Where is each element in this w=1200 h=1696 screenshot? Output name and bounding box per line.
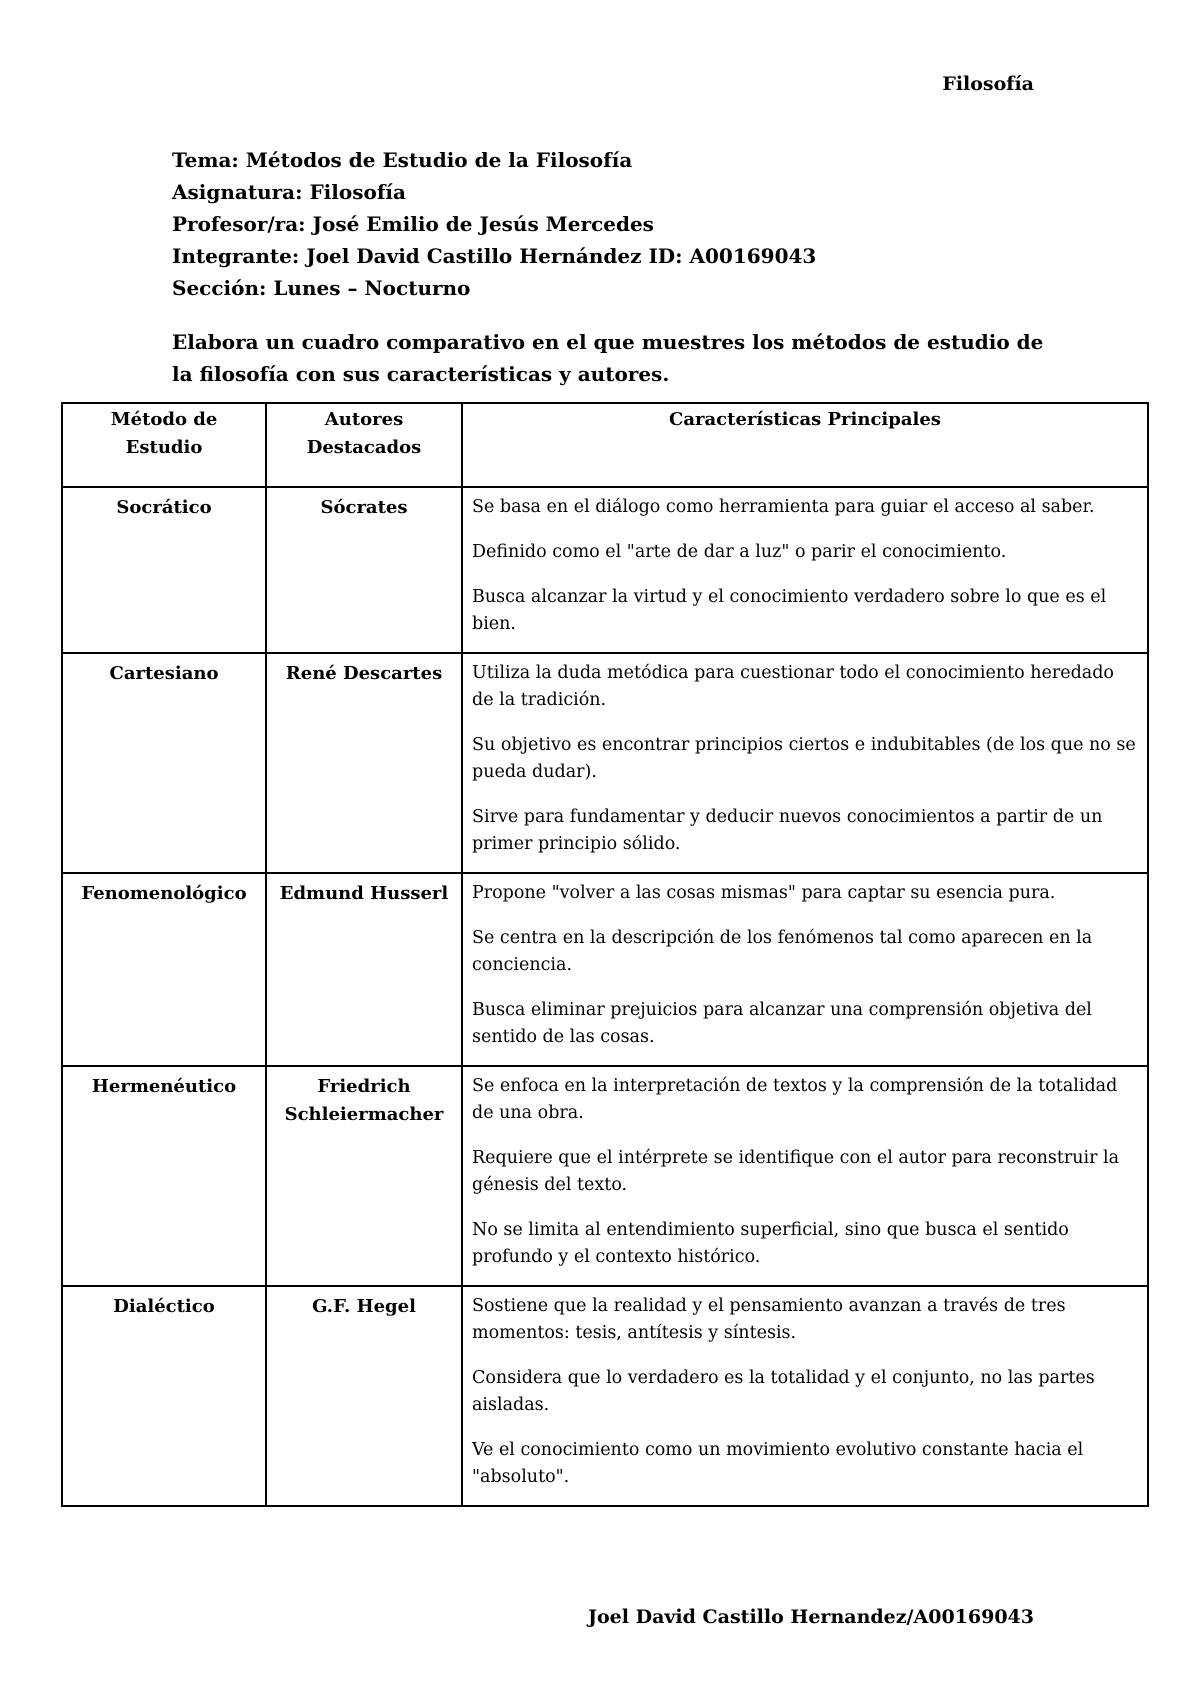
author-cell: René Descartes: [266, 653, 462, 873]
author-cell: G.F. Hegel: [266, 1286, 462, 1506]
method-cell: Hermenéutico: [62, 1066, 266, 1286]
characteristic-item: Sirve para fundamentar y deducir nuevos conocimientos a partir de un primer principio sólido.: [472, 807, 1103, 854]
author-cell: Sócrates: [266, 487, 462, 653]
characteristic-item: Busca eliminar prejuicios para alcanzar una comprensión objetiva del sentido de las cosas.: [472, 1000, 1092, 1047]
footer-name: Joel David Castillo Hernandez/A00169043: [588, 1606, 1034, 1628]
characteristics-cell: [462, 873, 1148, 1066]
header-characteristics: Características Principales: [462, 403, 1148, 487]
characteristic-item: Se basa en el diálogo como herramienta para guiar el acceso al saber.: [472, 497, 1095, 517]
header-method: Método de Estudio: [62, 403, 266, 487]
info-block: [172, 144, 816, 304]
asignatura-line: Asignatura: Filosofía: [172, 180, 406, 204]
characteristic-item: Sostiene que la realidad y el pensamiento avanzan a través de tres momentos: tesis, antítesis y síntesis.: [472, 1296, 1066, 1343]
author-cell: Edmund Husserl: [266, 873, 462, 1066]
characteristics-cell: [462, 653, 1148, 873]
table-header-row: [62, 403, 1148, 487]
profesor-line: Profesor/ra: José Emilio de Jesús Mercedes: [172, 212, 654, 236]
method-cell: Socrático: [62, 487, 266, 653]
characteristic-item: Requiere que el intérprete se identifique con el autor para reconstruir la génesis del texto.: [472, 1148, 1120, 1195]
seccion-line: Sección: Lunes – Nocturno: [172, 276, 471, 300]
characteristic-item: Utiliza la duda metódica para cuestionar todo el conocimiento heredado de la tradición.: [472, 663, 1114, 710]
characteristic-item: Busca alcanzar la virtud y el conocimiento verdadero sobre lo que es el bien.: [472, 587, 1107, 634]
comparison-table: [61, 402, 1149, 1507]
characteristic-item: Definido como el "arte de dar a luz" o parir el conocimiento.: [472, 542, 1007, 562]
comparison-table-wrapper: [61, 402, 1147, 1507]
characteristic-item: Ve el conocimiento como un movimiento evolutivo constante hacia el "absoluto".: [472, 1440, 1084, 1487]
characteristic-item: Considera que lo verdadero es la totalidad y el conjunto, no las partes aisladas.: [472, 1368, 1095, 1415]
characteristics-cell: [462, 1286, 1148, 1506]
characteristics-cell: [462, 487, 1148, 653]
integrante-line: Integrante: Joel David Castillo Hernández ID: A00169043: [172, 244, 817, 268]
characteristics-cell: [462, 1066, 1148, 1286]
characteristic-item: Su objetivo es encontrar principios ciertos e indubitables (de los que no se pueda dudar).: [472, 735, 1136, 782]
method-cell: Cartesiano: [62, 653, 266, 873]
header-authors: Autores Destacados: [266, 403, 462, 487]
table-row: [62, 487, 1148, 653]
instruction-text: Elabora un cuadro comparativo en el que muestres los métodos de estudio de la filosofía con sus características y autores.: [172, 330, 1044, 386]
method-cell: Dialéctico: [62, 1286, 266, 1506]
table-row: [62, 873, 1148, 1066]
characteristic-item: Se enfoca en la interpretación de textos y la comprensión de la totalidad de una obra.: [472, 1076, 1118, 1123]
tema-line: Tema: Métodos de Estudio de la Filosofía: [172, 148, 633, 172]
characteristic-item: No se limita al entendimiento superficial, sino que busca el sentido profundo y el contexto histórico.: [472, 1220, 1069, 1267]
author-cell: Friedrich Schleiermacher: [266, 1066, 462, 1286]
table-row: [62, 1286, 1148, 1506]
characteristic-item: Propone "volver a las cosas mismas" para captar su esencia pura.: [472, 883, 1056, 903]
table-row: [62, 653, 1148, 873]
method-cell: Fenomenológico: [62, 873, 266, 1066]
header-subject: Filosofía: [942, 73, 1034, 95]
table-row: [62, 1066, 1148, 1286]
characteristic-item: Se centra en la descripción de los fenómenos tal como aparecen en la conciencia.: [472, 928, 1093, 975]
